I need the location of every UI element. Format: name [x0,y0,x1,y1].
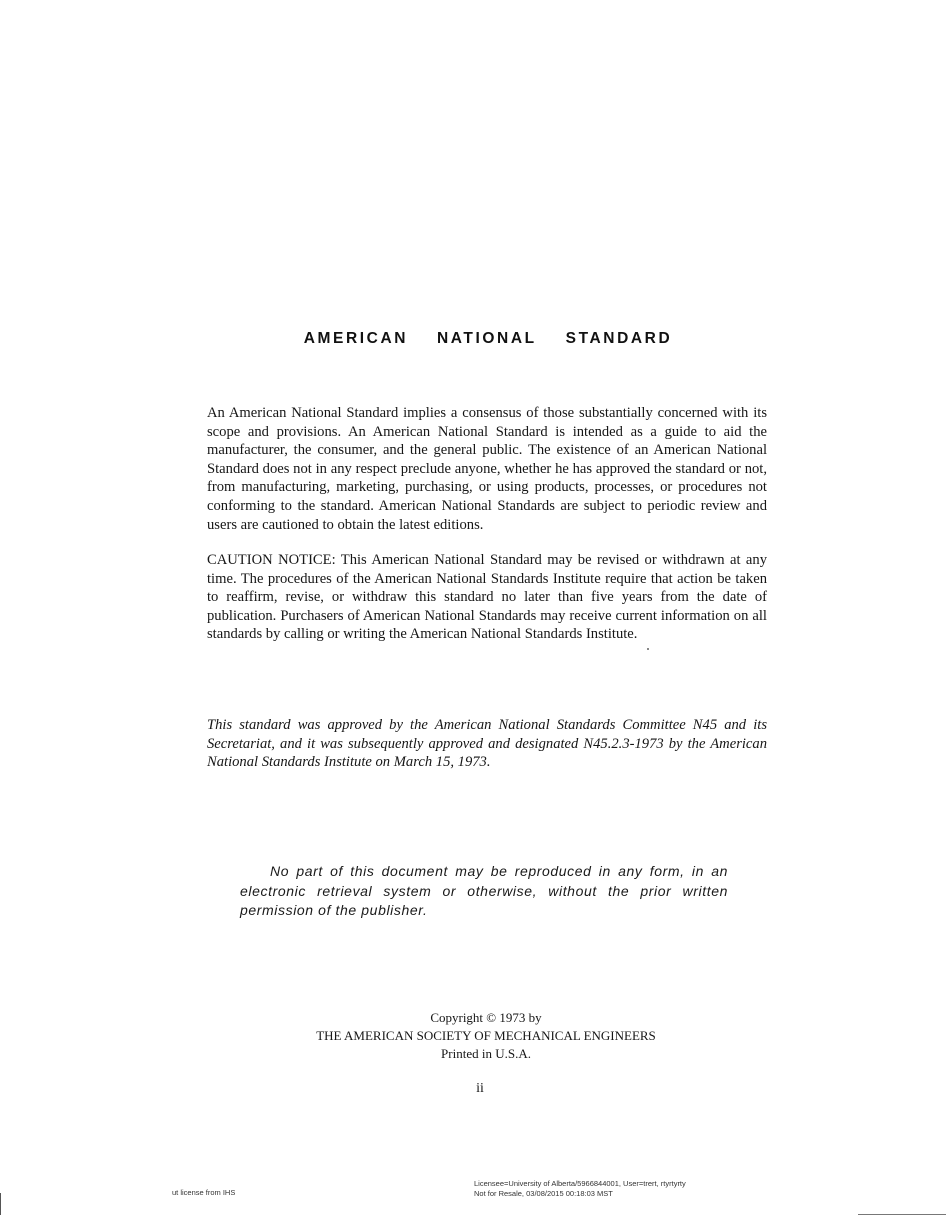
reproduction-notice: No part of this document may be reproduced in any form, in an electronic retrieval system or otherwise, without the prior written permission of the publisher. [240,863,728,918]
intro-paragraph: An American National Standard implies a consensus of those substantially concerned with its scope and provisions. An American National Standard is intended as a guide to aid the manufacturer, the consumer, and the general public. The existence of an American National Standard does not in any respect preclude anyone, whether he has approved the standard or not, from manufacturing, marketing, purchasing, or using products, processes, or procedures not conforming to the standard. American National Standards are subject to periodic review and users are cautioned to obtain the latest editions. [207,405,767,533]
copyright-line: Copyright © 1973 by [430,1010,542,1025]
scan-artifact-dot [647,648,649,650]
publisher-name: THE AMERICAN SOCIETY OF MECHANICAL ENGINEERS [316,1028,656,1043]
footer-licensee-line: Licensee=University of Alberta/5966844001, User=trert, rtyrtyrty [474,1179,686,1188]
heading-word-standard: STANDARD [565,330,673,347]
copyright-block [230,1009,742,1063]
footer-license-left: ut license from IHS [172,1188,236,1197]
heading-word-national: NATIONAL [436,330,537,347]
page-heading [0,330,950,348]
approval-paragraph: This standard was approved by the American National Standards Committee N45 and its Secretariat, and it was subsequently approved and designated N45.2.3-1973 by the American National Standards Institute on March 15, 1973. [207,717,767,771]
scan-artifact-line [858,1214,946,1215]
footer-resale-line: Not for Resale, 03/08/2015 00:18:03 MST [474,1188,613,1198]
caution-notice-paragraph: CAUTION NOTICE: This American National Standard may be revised or withdrawn at any time. The procedures of the American National Standards Institute require that action be taken to reaffirm, revise, or withdraw this standard no later than five years from the date of publication. Purchasers of American National Standards may receive current information on all standards by calling or writing the American National Standards Institute. [207,552,767,643]
scan-artifact-edge [0,1193,1,1215]
footer-license-right [474,1179,804,1198]
page-number: ii [476,1081,484,1096]
heading-word-american: AMERICAN [303,330,409,347]
printed-in-line: Printed in U.S.A. [441,1046,531,1061]
